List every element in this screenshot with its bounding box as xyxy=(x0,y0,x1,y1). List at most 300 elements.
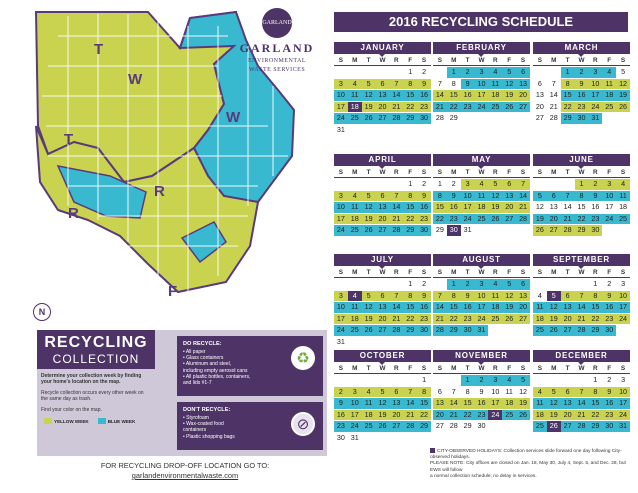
blue-week-day: 24 xyxy=(334,225,348,236)
blue-week-day: 13 xyxy=(502,191,516,202)
blue-week-day: 15 xyxy=(561,90,575,101)
day-cell: 28 xyxy=(449,421,458,430)
blue-week-day: 10 xyxy=(334,302,348,313)
dont-recycle-item: • Wax-coated food xyxy=(183,421,224,428)
holiday-line-2: PLEASE NOTE: City offices are closed on Jan. 18, May 30, July 4, Sept. 5, and Dec. 26, but EWS will follow xyxy=(430,461,626,473)
yellow-week-day: 18 xyxy=(502,398,516,409)
blue-week-day: 10 xyxy=(334,202,348,213)
day-cell: 2 xyxy=(451,179,456,188)
yellow-week-day: 24 xyxy=(475,314,489,325)
yellow-week-day: 23 xyxy=(575,102,589,113)
do-recycle-item: • Glass containers xyxy=(183,355,224,362)
weekday-label: W xyxy=(379,169,386,176)
yellow-week-day: 10 xyxy=(616,387,630,398)
yellow-week-day: 14 xyxy=(433,90,447,101)
empty-cell xyxy=(362,375,376,386)
day-cell: 27 xyxy=(535,113,544,122)
weekday-row xyxy=(533,169,630,178)
weekday-row xyxy=(433,365,530,374)
dont-recycle-item: • Styrofoam xyxy=(183,415,209,421)
yellow-week-day: 27 xyxy=(547,225,561,236)
dropoff-link[interactable]: garlandenvironmentalwaste.com xyxy=(131,471,239,480)
empty-cell xyxy=(547,179,561,190)
day-cell: 31 xyxy=(350,432,359,442)
weekday-label: S xyxy=(421,365,427,372)
empty-cell xyxy=(447,375,461,386)
blue-week-day: 27 xyxy=(376,113,390,124)
yellow-week-day: 26 xyxy=(533,225,547,236)
yellow-week-day: 5 xyxy=(362,79,376,90)
empty-cell xyxy=(547,67,561,78)
empty-cell xyxy=(376,67,390,78)
yellow-week-day: 6 xyxy=(389,387,403,398)
calendar-august xyxy=(433,254,530,336)
yellow-week-day: 17 xyxy=(475,90,489,101)
blue-week-day: 25 xyxy=(533,421,547,432)
blue-week-day: 30 xyxy=(417,325,431,336)
yellow-week-day: 17 xyxy=(348,410,362,421)
blue-week-day: 14 xyxy=(389,90,403,101)
yellow-week-day: 19 xyxy=(516,398,530,409)
yellow-week-day: 17 xyxy=(488,398,502,409)
weekday-label: M xyxy=(352,57,358,64)
weekday-label: S xyxy=(620,57,626,64)
weekday-label: M xyxy=(451,269,457,276)
blue-week-day: 1 xyxy=(447,67,461,78)
day-cell: 1 xyxy=(408,67,413,76)
blue-week-day: 14 xyxy=(575,398,589,409)
yellow-week-day: 24 xyxy=(616,314,630,325)
yellow-week-day: 6 xyxy=(376,291,390,302)
yellow-week-day: 22 xyxy=(403,102,417,113)
yellow-week-day: 16 xyxy=(334,410,348,421)
blue-week-day: 29 xyxy=(447,325,461,336)
blue-week-day: 28 xyxy=(433,325,447,336)
empty-cell xyxy=(376,375,390,386)
blue-week-day: 27 xyxy=(502,214,516,225)
blue-week-day: 25 xyxy=(475,214,489,225)
yellow-week-day: 5 xyxy=(547,387,561,398)
yellow-week-day: 9 xyxy=(575,79,589,90)
day-cell: 2 xyxy=(422,179,427,188)
day-cell: 4 xyxy=(537,290,542,300)
blue-week-day: 16 xyxy=(575,90,589,101)
weekday-label: T xyxy=(465,57,470,64)
weekday-row xyxy=(334,169,431,178)
panel-title: RECYCLING xyxy=(44,334,148,351)
yellow-week-day: 8 xyxy=(447,291,461,302)
weekday-label: F xyxy=(408,169,413,176)
weekday-label: M xyxy=(551,269,557,276)
yellow-week-day: 18 xyxy=(348,314,362,325)
yellow-week-day: 7 xyxy=(575,387,589,398)
yellow-week-day: 11 xyxy=(602,79,616,90)
blue-week-day: 15 xyxy=(447,302,461,313)
weekday-label: S xyxy=(537,269,543,276)
day-cell: 11 xyxy=(505,386,513,396)
weekday-label: S xyxy=(437,169,443,176)
yellow-week-day: 21 xyxy=(389,102,403,113)
yellow-week-day: 8 xyxy=(417,387,431,398)
blue-week-day: 15 xyxy=(588,398,602,409)
blue-week-day: 22 xyxy=(447,102,461,113)
blue-week-day: 9 xyxy=(461,79,475,90)
yellow-week-day: 6 xyxy=(376,191,390,202)
month-header: FEBRUARY xyxy=(433,42,530,54)
weekday-label: W xyxy=(478,269,485,276)
yellow-week-day: 13 xyxy=(516,291,530,302)
yellow-week-day: 29 xyxy=(575,225,589,236)
month-header: APRIL xyxy=(334,154,431,166)
day-cell: 30 xyxy=(336,432,345,442)
day-cell: 6 xyxy=(537,78,542,88)
blue-week-day: 11 xyxy=(488,79,502,90)
empty-cell xyxy=(334,279,348,290)
day-cell: 14 xyxy=(563,202,572,211)
empty-cell xyxy=(533,375,547,386)
do-recycle-item: • All plastic bottles, containers, xyxy=(183,373,251,380)
month-header: JUNE xyxy=(533,154,630,166)
blue-week-day: 12 xyxy=(362,90,376,101)
zone-label-t2: T xyxy=(64,131,74,148)
blue-week-day: 10 xyxy=(461,191,475,202)
legend-yellow-week: YELLOW WEEK xyxy=(41,417,92,425)
empty-cell xyxy=(433,375,447,386)
weekday-label: R xyxy=(394,57,399,64)
blue-week-day: 18 xyxy=(602,90,616,101)
blue-week-day: 3 xyxy=(588,67,602,78)
weekday-label: S xyxy=(520,269,526,276)
do-recycle-item: • Aluminum and steel, xyxy=(183,361,232,368)
blue-week-day: 30 xyxy=(417,113,431,124)
yellow-week-day: 18 xyxy=(475,202,489,213)
holiday-day: 24 xyxy=(488,410,502,421)
yellow-week-day: 9 xyxy=(417,79,431,90)
blue-week-day: 29 xyxy=(588,421,602,432)
blue-week-day: 22 xyxy=(433,214,447,225)
blue-week-day: 28 xyxy=(516,214,530,225)
no-bag-icon: ⊘ xyxy=(291,412,315,436)
yellow-week-day: 6 xyxy=(502,179,516,190)
blue-week-day: 24 xyxy=(334,325,348,336)
weekday-label: S xyxy=(520,365,526,372)
calendar-june xyxy=(533,154,630,236)
blue-week-day: 12 xyxy=(376,398,390,409)
weekday-label: F xyxy=(607,365,612,372)
weekday-label: W xyxy=(578,57,585,64)
blue-week-day: 24 xyxy=(461,214,475,225)
day-cell: 1 xyxy=(437,179,442,188)
blue-week-day: 4 xyxy=(502,375,516,386)
yellow-week-day: 23 xyxy=(417,314,431,325)
empty-cell xyxy=(533,67,547,78)
weekday-label: W xyxy=(379,57,386,64)
blue-week-day: 6 xyxy=(516,279,530,290)
blue-week-day: 15 xyxy=(403,90,417,101)
yellow-week-day: 18 xyxy=(362,410,376,421)
blue-week-day: 28 xyxy=(389,113,403,124)
weekday-label: R xyxy=(493,365,498,372)
day-cell: 31 xyxy=(336,124,345,134)
yellow-week-day: 3 xyxy=(461,179,475,190)
blue-week-day: 29 xyxy=(417,421,431,432)
blue-week-day: 2 xyxy=(475,375,489,386)
blue-week-day: 1 xyxy=(447,279,461,290)
recycling-collection-info xyxy=(37,330,155,456)
yellow-week-day: 19 xyxy=(547,410,561,421)
day-cell: 21 xyxy=(549,101,558,111)
blue-week-day: 4 xyxy=(488,67,502,78)
holiday-line-3: a normal collection schedule; no delay in services. xyxy=(430,473,537,479)
blue-week-day: 22 xyxy=(461,410,475,421)
weekday-label: S xyxy=(537,365,543,372)
weekday-row xyxy=(334,269,431,278)
blue-week-day: 25 xyxy=(348,225,362,236)
panel-color-note: Find your color on the map. xyxy=(41,406,102,413)
yellow-week-day: 23 xyxy=(602,410,616,421)
weekday-label: S xyxy=(421,269,427,276)
yellow-week-day: 4 xyxy=(533,387,547,398)
empty-cell xyxy=(334,179,348,190)
yellow-week-day: 8 xyxy=(403,291,417,302)
panel-frequency-note: Recycle collection occurs every other week on the same day as trash. xyxy=(41,389,144,403)
do-recycle-item: • All paper xyxy=(183,349,206,355)
blue-week-day: 13 xyxy=(561,302,575,313)
yellow-week-day: 23 xyxy=(461,314,475,325)
weekday-label: T xyxy=(366,269,371,276)
weekday-label: T xyxy=(565,269,570,276)
day-cell: 12 xyxy=(519,386,528,396)
day-cell: 2 xyxy=(422,67,427,76)
day-cell: 17 xyxy=(605,202,614,211)
empty-cell xyxy=(376,179,390,190)
month-header: SEPTEMBER xyxy=(533,254,630,266)
blue-week-day: 27 xyxy=(376,325,390,336)
zone-label-f: F xyxy=(168,283,178,298)
yellow-week-day: 11 xyxy=(488,291,502,302)
weekday-label: R xyxy=(593,169,598,176)
blue-week-day: 15 xyxy=(403,202,417,213)
empty-cell xyxy=(547,375,561,386)
yellow-week-day: 9 xyxy=(602,291,616,302)
blue-week-day: 24 xyxy=(475,102,489,113)
day-cell: 1 xyxy=(408,179,413,188)
blue-week-day: 23 xyxy=(461,102,475,113)
yellow-week-day: 25 xyxy=(602,102,616,113)
weekday-row xyxy=(433,57,530,66)
yellow-week-day: 16 xyxy=(461,90,475,101)
holiday-day: 5 xyxy=(547,291,561,302)
day-cell: 8 xyxy=(465,386,470,396)
weekday-label: S xyxy=(338,365,344,372)
yellow-week-day: 7 xyxy=(575,291,589,302)
dropoff-label: FOR RECYCLING DROP-OFF LOCATION GO TO: xyxy=(100,461,270,470)
blue-week-day: 20 xyxy=(516,302,530,313)
empty-cell xyxy=(389,375,403,386)
weekday-label: W xyxy=(578,365,585,372)
blue-week-day: 12 xyxy=(362,302,376,313)
yellow-week-day: 12 xyxy=(616,79,630,90)
blue-week-day: 29 xyxy=(403,225,417,236)
city-seal-icon: GARLAND xyxy=(262,8,292,38)
yellow-week-day: 20 xyxy=(561,314,575,325)
blue-week-day: 16 xyxy=(602,398,616,409)
calendar-february xyxy=(433,42,530,124)
blue-week-day: 26 xyxy=(502,102,516,113)
yellow-week-day: 21 xyxy=(516,202,530,213)
blue-week-day: 10 xyxy=(348,398,362,409)
zone-label-w1: W xyxy=(128,71,143,88)
yellow-week-day: 6 xyxy=(376,79,390,90)
weekday-label: T xyxy=(465,269,470,276)
blue-week-day: 3 xyxy=(475,67,489,78)
empty-cell xyxy=(376,279,390,290)
day-grid xyxy=(334,279,431,347)
garland-logo xyxy=(232,8,322,74)
yellow-week-day: 23 xyxy=(417,214,431,225)
weekday-label: S xyxy=(338,169,344,176)
blue-week-day: 6 xyxy=(516,67,530,78)
yellow-week-day: 5 xyxy=(362,191,376,202)
yellow-week-day: 1 xyxy=(575,179,589,190)
day-cell: 10 xyxy=(491,386,500,396)
empty-cell xyxy=(575,279,589,290)
yellow-week-day: 19 xyxy=(547,314,561,325)
yellow-week-day: 2 xyxy=(334,387,348,398)
yellow-week-day: 16 xyxy=(475,398,489,409)
weekday-label: F xyxy=(507,57,512,64)
empty-cell xyxy=(389,67,403,78)
yellow-week-day: 15 xyxy=(461,398,475,409)
blue-week-day: 14 xyxy=(516,191,530,202)
week-legend xyxy=(41,417,151,425)
yellow-week-day: 7 xyxy=(403,387,417,398)
blue-week-day: 22 xyxy=(575,214,589,225)
blue-week-day: 28 xyxy=(403,421,417,432)
day-cell: 29 xyxy=(449,113,458,122)
yellow-week-day: 4 xyxy=(616,179,630,190)
yellow-week-day: 4 xyxy=(348,191,362,202)
recycle-icon: ♻ xyxy=(291,346,315,370)
blue-week-day: 4 xyxy=(602,67,616,78)
weekday-label: W xyxy=(478,169,485,176)
blue-week-day: 10 xyxy=(334,90,348,101)
day-cell: 31 xyxy=(336,336,345,346)
blue-week-day: 20 xyxy=(547,214,561,225)
day-cell: 27 xyxy=(435,421,444,430)
blue-week-day: 29 xyxy=(403,325,417,336)
yellow-week-day: 3 xyxy=(334,191,348,202)
blue-week-day: 9 xyxy=(447,191,461,202)
empty-cell xyxy=(561,179,575,190)
blue-week-day: 12 xyxy=(502,79,516,90)
blue-week-day: 3 xyxy=(475,279,489,290)
blue-week-day: 25 xyxy=(348,113,362,124)
weekday-label: S xyxy=(437,365,443,372)
weekday-row xyxy=(334,365,431,374)
month-header: JULY xyxy=(334,254,431,266)
yellow-week-day: 30 xyxy=(588,225,602,236)
day-cell: 30 xyxy=(477,421,486,430)
blue-week-day: 27 xyxy=(376,225,390,236)
weekday-row xyxy=(533,57,630,66)
empty-cell xyxy=(575,375,589,386)
empty-cell xyxy=(433,279,447,290)
north-arrow-icon: N xyxy=(33,303,51,321)
blue-week-day: 2 xyxy=(575,67,589,78)
blue-week-day: 29 xyxy=(588,325,602,336)
day-grid xyxy=(433,67,530,124)
weekday-row xyxy=(334,57,431,66)
dont-recycle-title: DON'T RECYCLE: xyxy=(183,407,231,413)
blue-week-day: 2 xyxy=(461,279,475,290)
weekday-label: S xyxy=(520,169,526,176)
blue-week-day: 17 xyxy=(588,90,602,101)
day-cell: 1 xyxy=(593,279,598,288)
blue-week-day: 16 xyxy=(417,302,431,313)
blue-week-day: 21 xyxy=(561,214,575,225)
yellow-week-day: 9 xyxy=(417,191,431,202)
blue-week-day: 29 xyxy=(561,113,575,124)
weekday-row xyxy=(533,365,630,374)
day-cell: 12 xyxy=(535,202,544,211)
yellow-week-day: 9 xyxy=(417,291,431,302)
blue-week-day: 13 xyxy=(376,90,390,101)
blue-week-day: 17 xyxy=(616,302,630,313)
yellow-week-day: 7 xyxy=(516,179,530,190)
blue-week-day: 11 xyxy=(533,302,547,313)
holiday-line-1: CITY-OBSERVED HOLIDAYS: Collection services slide forward one day following City-observed holidays. xyxy=(430,448,622,461)
calendar-april xyxy=(334,154,431,236)
yellow-week-day: 10 xyxy=(616,291,630,302)
empty-cell xyxy=(348,375,362,386)
day-cell: 13 xyxy=(535,90,544,99)
yellow-week-day: 8 xyxy=(588,291,602,302)
blue-week-day: 26 xyxy=(547,325,561,336)
yellow-week-day: 21 xyxy=(433,314,447,325)
yellow-week-day: 20 xyxy=(376,214,390,225)
weekday-label: W xyxy=(379,269,386,276)
yellow-week-day: 21 xyxy=(389,314,403,325)
yellow-week-day: 3 xyxy=(348,387,362,398)
day-cell: 28 xyxy=(435,113,444,122)
yellow-week-day: 22 xyxy=(403,314,417,325)
day-grid xyxy=(533,279,630,336)
weekday-label: T xyxy=(366,169,371,176)
weekday-label: F xyxy=(507,365,512,372)
yellow-week-day: 18 xyxy=(533,314,547,325)
day-grid xyxy=(533,179,630,236)
blue-week-day: 26 xyxy=(376,421,390,432)
empty-cell xyxy=(533,279,547,290)
blue-week-day: 11 xyxy=(475,191,489,202)
day-cell: 2 xyxy=(607,279,612,288)
yellow-week-day: 9 xyxy=(602,387,616,398)
blue-week-day: 16 xyxy=(461,302,475,313)
blue-week-day: 18 xyxy=(488,302,502,313)
yellow-week-day: 19 xyxy=(362,214,376,225)
month-header: DECEMBER xyxy=(533,350,630,362)
weekday-label: F xyxy=(507,269,512,276)
weekday-label: T xyxy=(465,169,470,176)
blue-week-day: 23 xyxy=(447,214,461,225)
yellow-week-day: 25 xyxy=(488,314,502,325)
yellow-week-day: 19 xyxy=(362,102,376,113)
day-grid xyxy=(334,375,431,443)
blue-week-day: 12 xyxy=(547,302,561,313)
blue-week-day: 24 xyxy=(602,214,616,225)
yellow-week-day: 17 xyxy=(461,202,475,213)
